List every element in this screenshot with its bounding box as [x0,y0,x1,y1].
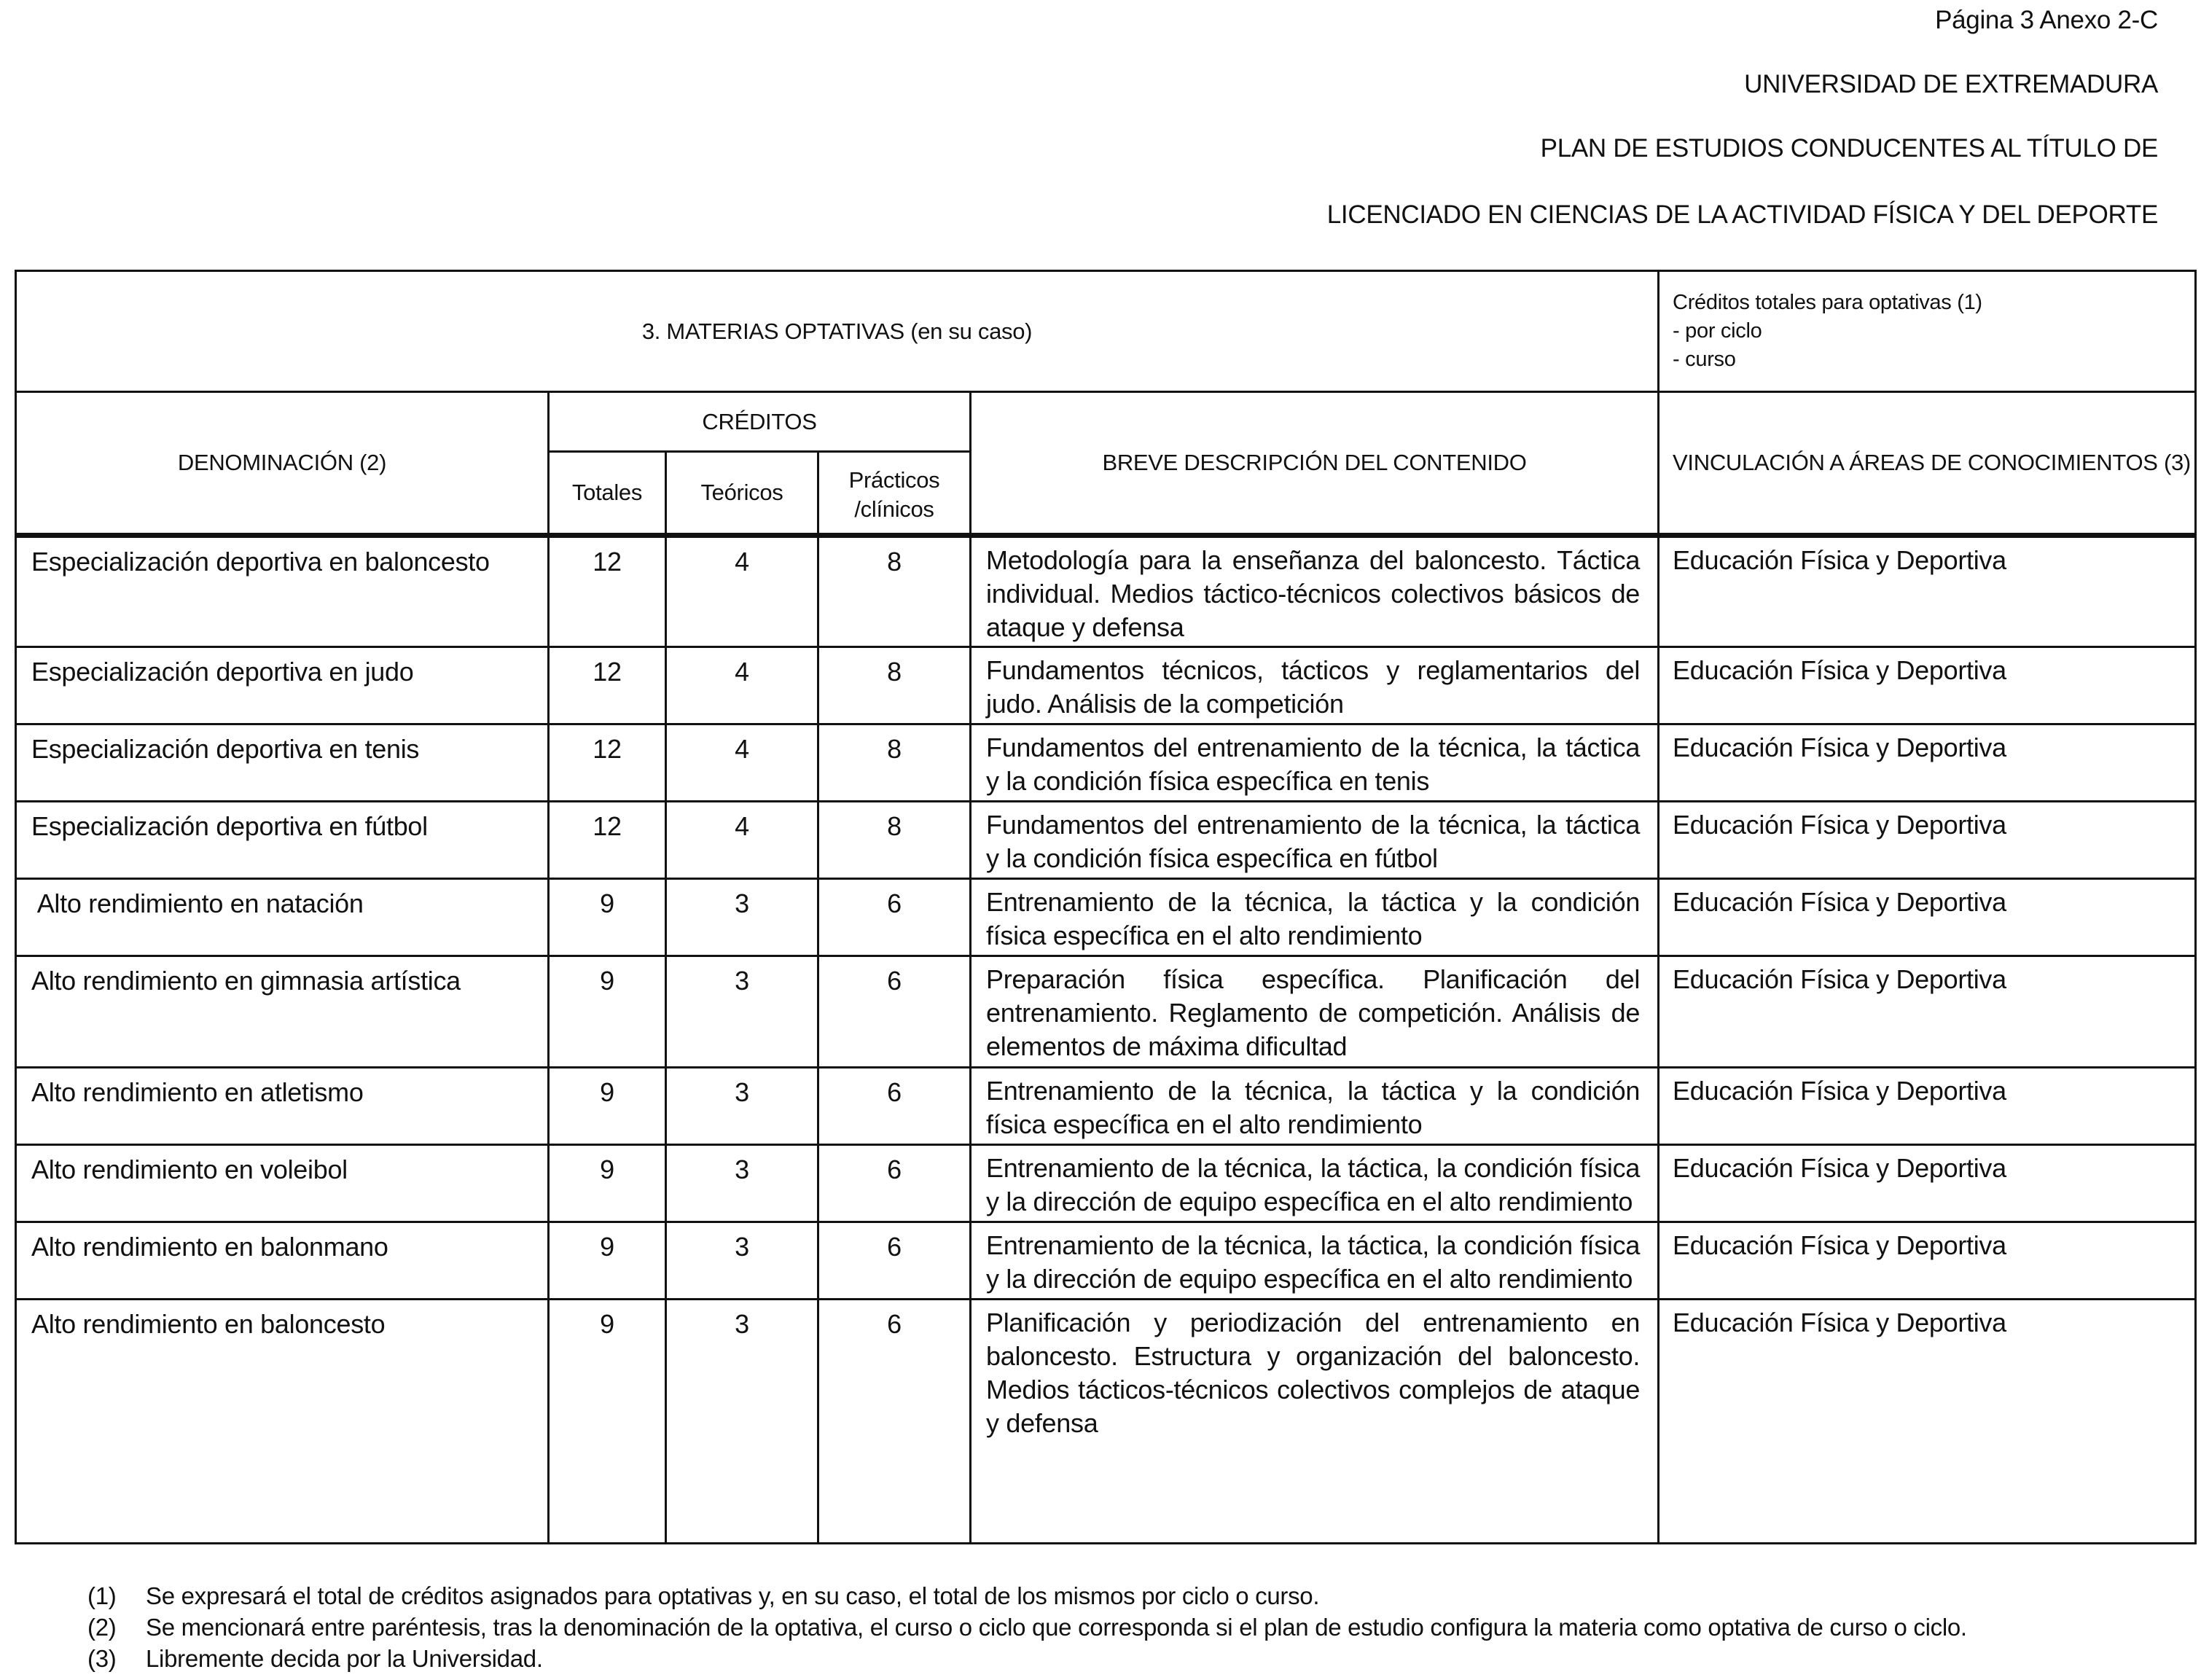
credits-practice: 6 [818,1068,971,1145]
footnote-number: (2) [87,1614,117,1641]
credits-theory: 3 [666,1145,818,1222]
credits-theory: 4 [666,536,818,647]
table-row [16,956,2196,1068]
subject-description: Preparación física específica. Planificación del entrenamiento. Reglamento de competición. Análisis de elementos de máxima dificultad [971,956,1659,1068]
subject-name: Especialización deportiva en baloncesto [16,536,549,647]
knowledge-area: Educación Física y Deportiva [1659,1222,2196,1300]
credits-practice: 6 [818,879,971,956]
optional-subjects-table [15,270,2197,1544]
subject-description: Entrenamiento de la técnica, la táctica, la condición física y la dirección de equipo específica en el alto rendimiento [971,1145,1659,1222]
subject-description: Planificación y periodización del entrenamiento en baloncesto. Estructura y organización del baloncesto. Medios tácticos-técnicos colectivos complejos de ataque y defensa [971,1300,1659,1544]
credits-total: 12 [549,802,666,879]
credits-theory: 3 [666,956,818,1068]
table-row [16,879,2196,956]
footnote-text: Libremente decida por la Universidad. [146,1645,543,1672]
credits-total: 12 [549,647,666,724]
knowledge-area: Educación Física y Deportiva [1659,879,2196,956]
table-row [16,536,2196,647]
footnote-text: Se mencionará entre paréntesis, tras la denominación de la optativa, el curso o ciclo que corresponda si el plan de estudio configura la materia como optativa de curso o ciclo. [146,1614,1967,1641]
knowledge-area: Educación Física y Deportiva [1659,1145,2196,1222]
page-reference: Página 3 Anexo 2-C [1935,6,2158,34]
subject-description: Fundamentos del entrenamiento de la técnica, la táctica y la condición física específica en tenis [971,724,1659,802]
footnote [87,1580,1967,1611]
subject-description: Fundamentos técnicos, tácticos y reglamentarios del judo. Análisis de la competición [971,647,1659,724]
section-title: 3. MATERIAS OPTATIVAS (en su caso) [16,271,1659,392]
credits-practice: 8 [818,802,971,879]
university-name: UNIVERSIDAD DE EXTREMADURA [1744,70,2158,98]
subject-description: Entrenamiento de la técnica, la táctica y la condición física específica en el alto rendimiento [971,879,1659,956]
subject-name: Alto rendimiento en natación [16,879,549,956]
table-row [16,1222,2196,1300]
knowledge-area: Educación Física y Deportiva [1659,647,2196,724]
col-header-denominacion: DENOMINACIÓN (2) [16,392,549,536]
subject-name: Especialización deportiva en judo [16,647,549,724]
credits-practice: 6 [818,956,971,1068]
credits-total: 12 [549,536,666,647]
credits-total: 12 [549,724,666,802]
table-row [16,724,2196,802]
credits-practice: 8 [818,647,971,724]
credit-box-line: Créditos totales para optativas (1) [1673,291,1982,314]
knowledge-area: Educación Física y Deportiva [1659,956,2196,1068]
subject-description: Fundamentos del entrenamiento de la técnica, la táctica y la condición física específica en fútbol [971,802,1659,879]
knowledge-area: Educación Física y Deportiva [1659,802,2196,879]
credits-theory: 4 [666,647,818,724]
col-header-practicos [818,452,971,536]
footnote-number: (1) [87,1582,117,1609]
credits-theory: 3 [666,1300,818,1544]
credits-practice: 6 [818,1145,971,1222]
footnote [87,1611,1967,1643]
credits-theory: 4 [666,802,818,879]
table-row [16,1068,2196,1145]
total-credits-box [1659,271,2196,392]
plan-title: PLAN DE ESTUDIOS CONDUCENTES AL TÍTULO DE [1540,134,2158,163]
col-header-totales: Totales [549,452,666,536]
table-row [16,802,2196,879]
credits-total: 9 [549,1068,666,1145]
table-row [16,647,2196,724]
subject-description: Entrenamiento de la técnica, la táctica y la condición física específica en el alto rendimiento [971,1068,1659,1145]
credits-total: 9 [549,879,666,956]
credits-theory: 3 [666,1068,818,1145]
credits-total: 9 [549,1145,666,1222]
subject-name: Especialización deportiva en tenis [16,724,549,802]
degree-title: LICENCIADO EN CIENCIAS DE LA ACTIVIDAD FÍSICA Y DEL DEPORTE [1326,200,2158,229]
credit-box-line: - por ciclo [1673,319,1762,343]
subject-name: Alto rendimiento en balonmano [16,1222,549,1300]
table-row [16,1300,2196,1544]
footnote-number: (3) [87,1645,117,1672]
subject-name: Alto rendimiento en gimnasia artística [16,956,549,1068]
col-header-practicos-line: Prácticos [848,467,940,493]
credit-box-line: - curso [1673,348,1736,371]
credits-practice: 6 [818,1222,971,1300]
table-row [16,1145,2196,1222]
footnote [87,1643,1967,1674]
subject-description: Entrenamiento de la técnica, la táctica, la condición física y la dirección de equipo específica en el alto rendimiento [971,1222,1659,1300]
subject-name: Alto rendimiento en atletismo [16,1068,549,1145]
credits-theory: 4 [666,724,818,802]
knowledge-area: Educación Física y Deportiva [1659,724,2196,802]
knowledge-area: Educación Física y Deportiva [1659,1300,2196,1544]
credits-total: 9 [549,1300,666,1544]
footnotes [87,1580,1967,1674]
subject-name: Alto rendimiento en voleibol [16,1145,549,1222]
col-header-descripcion: BREVE DESCRIPCIÓN DEL CONTENIDO [971,392,1659,536]
subject-name: Especialización deportiva en fútbol [16,802,549,879]
col-header-practicos-line: /clínicos [854,496,934,522]
col-header-teoricos: Teóricos [666,452,818,536]
knowledge-area: Educación Física y Deportiva [1659,536,2196,647]
footnote-text: Se expresará el total de créditos asignados para optativas y, en su caso, el total de los mismos por ciclo o curso. [146,1582,1320,1609]
column-header-row [16,392,2196,452]
subject-name: Alto rendimiento en baloncesto [16,1300,549,1544]
credits-theory: 3 [666,1222,818,1300]
table-section-header [16,271,2196,392]
knowledge-area: Educación Física y Deportiva [1659,1068,2196,1145]
credits-practice: 8 [818,536,971,647]
col-header-creditos: CRÉDITOS [549,392,971,452]
credits-theory: 3 [666,879,818,956]
credits-total: 9 [549,1222,666,1300]
credits-practice: 6 [818,1300,971,1544]
credits-practice: 8 [818,724,971,802]
credits-total: 9 [549,956,666,1068]
col-header-vinculacion: VINCULACIÓN A ÁREAS DE CONOCIMIENTOS (3) [1659,392,2196,536]
subject-description: Metodología para la enseñanza del baloncesto. Táctica individual. Medios táctico-técnicos colectivos básicos de ataque y defensa [971,536,1659,647]
